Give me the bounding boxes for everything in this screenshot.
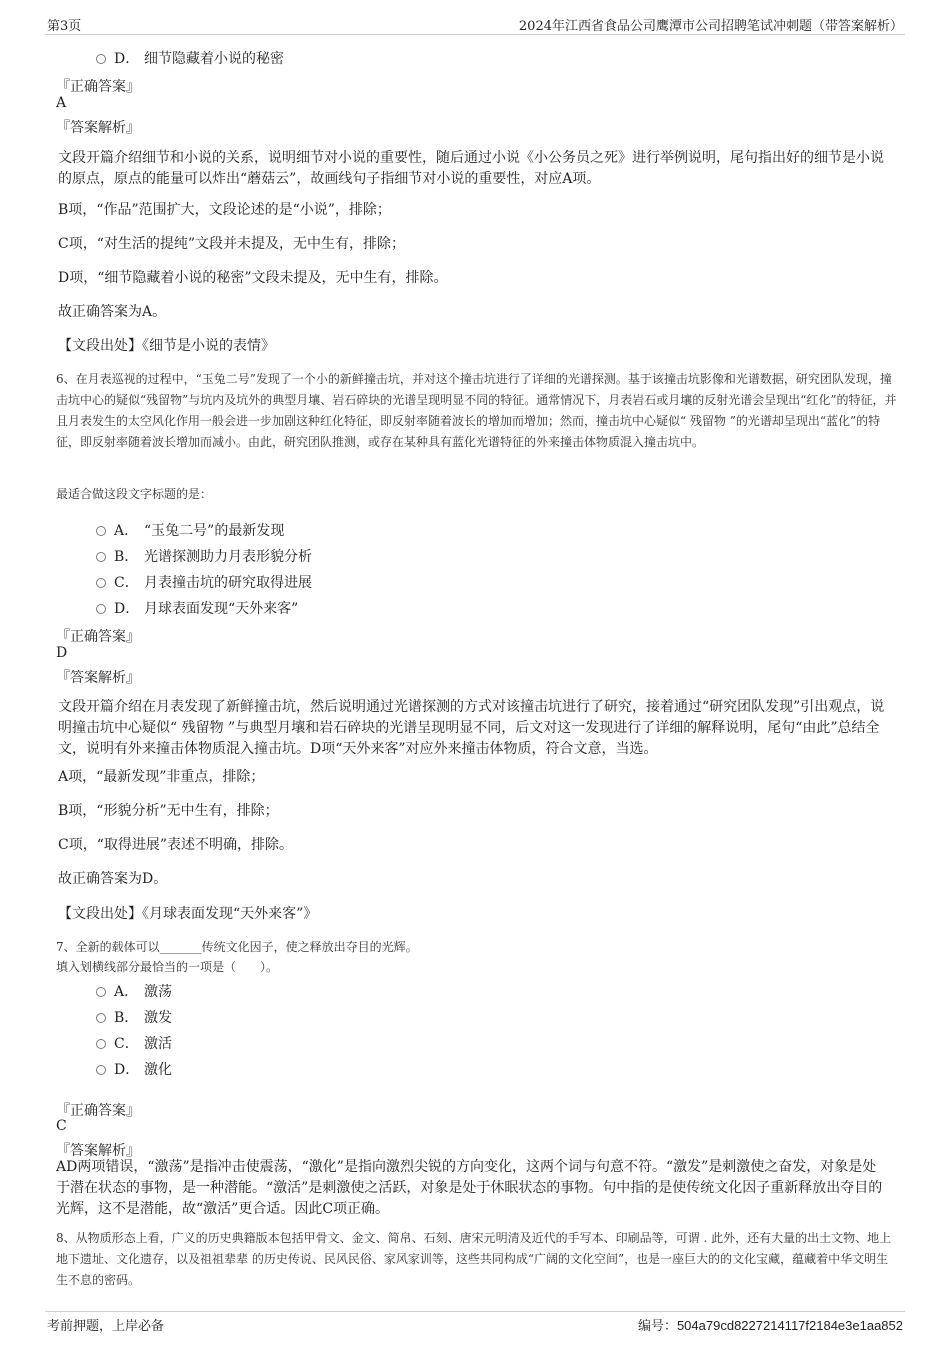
q5-correct-answer: A <box>56 95 67 111</box>
q7-analysis-paragraph: AD两项错误，“激荡”是指冲击使震荡，“激化”是指向激烈尖锐的方向变化，这两个词与句意不符。“激发”是刺激使之奋发，对象是处于潜在状态的事物，是一种潜能。“激活”是刺激使之活跃，对象是处于休眠状态的事物。句中指的是使传统文化因子重新释放出夺目的光辉，这不是潜能，故“激活”更合适。因此C项正确。 <box>56 1159 883 1217</box>
radio-icon[interactable] <box>96 54 106 64</box>
q6-analysis-paragraph: 故正确答案为D。 <box>58 871 168 887</box>
q6-source: 【文段出处】《月球表面发现“天外来客”》 <box>58 906 318 922</box>
page-header <box>45 12 905 35</box>
q6-option-c[interactable]: C． 月表撞击坑的研究取得进展 <box>96 572 312 592</box>
q8-stem: 8、从物质形态上看，广义的历史典籍版本包括甲骨文、金文、简帛、石刻、唐宋元明清及近代的手写本、印刷品等，可谓 . 此外，还有大量的出土文物、地上地下遗址、文化遗存，以及祖祖辈辈 的历史传说、民风民俗、家风家训等，这些共同构成“广阔的文化空间”，也是一座巨大的的文化宝藏，蕴藏着中华文明生生不息的密码。 <box>56 1231 892 1287</box>
q6-analysis-label: 『答案解析』 <box>56 670 140 686</box>
q6-option-d[interactable]: D． 月球表面发现“天外来客” <box>96 598 298 618</box>
radio-icon[interactable] <box>96 604 106 614</box>
q7-option-a[interactable]: A． 激荡 <box>96 981 172 1001</box>
radio-icon[interactable] <box>96 578 106 588</box>
radio-icon[interactable] <box>96 987 106 997</box>
q6-analysis-paragraph: A项，“最新发现”非重点，排除； <box>58 769 265 785</box>
document-title: 2024年江西省食品公司鹰潭市公司招聘笔试冲刺题（带答案解析） <box>518 19 903 34</box>
q7-correct-answer: C <box>56 1118 67 1134</box>
q5-source: 【文段出处】《细节是小说的表情》 <box>58 338 275 354</box>
q5-analysis-paragraph: 文段开篇介绍细节和小说的关系，说明细节对小说的重要性，随后通过小说《小公务员之死》进行举例说明，尾句指出好的细节是小说的原点，原点的能量可以炸出“蘑菇云”，故画线句子指细节对小说的重要性，对应A项。 <box>58 150 884 187</box>
q6-analysis-paragraph: 文段开篇介绍在月表发现了新鲜撞击坑，然后说明通过光谱探测的方式对该撞击坑进行了研究，接着通过“研究团队发现”引出观点，说明撞击坑中心疑似“ 残留物 ”与典型月壤和岩石碎块的光谱呈现明显不同，后文对这一发现进行了详细的解释说明，尾句“由此”总结全文，说明有外来撞击体物质混入撞击坑。D项“天外来客”对应外来撞击体物质，符合文意，当选。 <box>58 699 885 757</box>
q5-correct-label: 『正确答案』 <box>56 79 140 95</box>
q7-stem: 7、全新的载体可以_______传统文化因子，使之释放出夺目的光辉。 <box>56 940 418 954</box>
q7-correct-label: 『正确答案』 <box>56 1103 140 1119</box>
q5-analysis-paragraph: C项，“对生活的提纯”文段并未提及，无中生有，排除； <box>58 236 406 252</box>
q7-analysis-label: 『答案解析』 <box>56 1143 140 1159</box>
q6-analysis-paragraph: C项，“取得进展”表述不明确，排除。 <box>58 837 294 853</box>
q5-analysis-paragraph: D项，“细节隐藏着小说的秘密”文段未提及，无中生有，排除。 <box>58 270 448 286</box>
q7-question: 填入划横线部分最恰当的一项是（ ）。 <box>56 960 279 974</box>
q5-analysis-paragraph: B项，“作品”范围扩大，文段论述的是“小说”，排除； <box>58 202 391 218</box>
radio-icon[interactable] <box>96 526 106 536</box>
q6-analysis-paragraph: B项，“形貌分析”无中生有，排除； <box>58 803 279 819</box>
q5-analysis-label: 『答案解析』 <box>56 120 140 136</box>
q7-option-b[interactable]: B． 激发 <box>96 1007 172 1027</box>
q6-stem: 6、在月表巡视的过程中，“玉兔二号”发现了一个小的新鲜撞击坑，并对这个撞击坑进行了详细的光谱探测。基于该撞击坑影像和光谱数据，研究团队发现，撞击坑中心的疑似“残留物”与坑内及坑外的典型月壤、岩石碎块的光谱呈现明显不同的特征。通常情况下，月表岩石或月壤的反射光谱会呈现出“红化”的特征，并且月表发生的太空风化作用一般会进一步加剧这种红化特征，即反射率随着波长的增加而增加；然而，撞击坑中心疑似“ 残留物 ”的光谱却呈现出“蓝化”的特征，即反射率随着波长增加而减小。由此，研究团队推测，或存在某种具有蓝化光谱特征的外来撞击体物质混入撞击坑中。 <box>56 372 897 449</box>
footer-slogan: 考前押题，上岸必备 <box>47 1319 165 1334</box>
radio-icon[interactable] <box>96 1013 106 1023</box>
page-footer <box>45 1311 905 1336</box>
q6-question: 最适合做这段文字标题的是： <box>56 487 213 501</box>
q7-option-d[interactable]: D． 激化 <box>96 1059 172 1079</box>
radio-icon[interactable] <box>96 1065 106 1075</box>
page-number: 第3页 <box>47 19 82 34</box>
q6-option-a[interactable]: A． “玉兔二号”的最新发现 <box>96 520 284 540</box>
q5-analysis-paragraph: 故正确答案为A。 <box>58 304 167 320</box>
q6-correct-label: 『正确答案』 <box>56 629 140 645</box>
radio-icon[interactable] <box>96 1039 106 1049</box>
radio-icon[interactable] <box>96 552 106 562</box>
q6-option-b[interactable]: B． 光谱探测助力月表形貌分析 <box>96 546 312 566</box>
q5-option-d[interactable]: D． 细节隐藏着小说的秘密 <box>96 48 284 68</box>
q7-option-c[interactable]: C． 激活 <box>96 1033 172 1053</box>
q6-correct-answer: D <box>56 645 68 661</box>
footer-code: 编号：504a79cd8227214117f2184e3e1aa852 <box>637 1318 903 1334</box>
